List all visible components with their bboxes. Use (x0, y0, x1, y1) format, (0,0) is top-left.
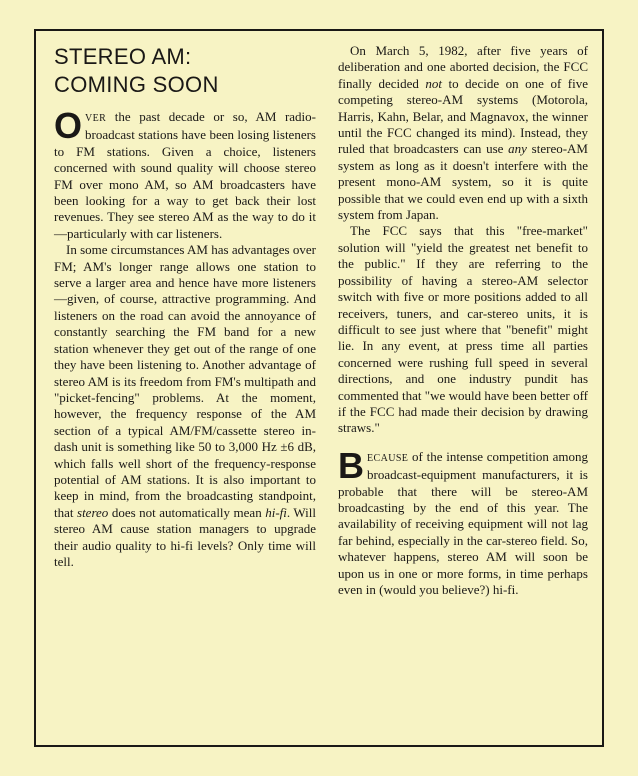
paragraph-3-text-c: stereo-AM system as long as it doesn't interfere with the present mono-AM system, so it is quite possible that we could even end up with a sixth system from Japan. (338, 141, 588, 223)
article-box (34, 29, 604, 747)
paragraph-3-text-b: to decide on one of five competing stereo-AM systems (Motorola, Harris, Kahn, Belar, and Magnavox, the winner until the FCC changed its mind). Instead, they ruled that broadcasters can use (338, 75, 589, 157)
paragraph-4-text: The FCC says that this "free-market" solution will "yield the greatest net benefit to the public." If they are referring to the possibility of having a stereo-AM selector switch with five or more positions added to all receivers, tuners, and car-stereo units, it is difficult to see just where that "benefit" might lie. In any event, at press time all parties concerned were rushing full speed in several directions, and one industry pundit has commented that "we would have been better off if the FCC had made their decision by drawing straws." (338, 223, 588, 436)
emphasis-not: not (425, 75, 443, 91)
paragraph-5-text: of the intense competition among broadcast-equipment manufacturers, it is probable that there will be stereo-AM broadcasting by the end of this year. The availability of receiving equipment will not lag far behind, especially in the car-stereo field. So, whatever happens, stereo AM will soon be upon us in one or more forms, in time perhaps even in (would you believe?) hi-fi. (338, 448, 588, 597)
paragraph-1-text: the past decade or so, AM radio-broadcast stations have been losing listeners to FM stations. Given a choice, listeners concerned with sound quality will choose stereo FM over mono AM, so AM broadcasters have been looking for a way to get back their lost revenues. They see stereo AM as the way to do it—particularly with car listeners. (54, 109, 316, 241)
paragraph-3-text-a: On March 5, 1982, after five years of deliberation and one aborted decision, the FCC finally decided (338, 43, 588, 91)
right-body (338, 43, 588, 598)
lead-in-caps: VER (85, 113, 107, 124)
paragraph-2-text-b: does not automatically mean (108, 504, 266, 520)
drop-cap: O (54, 105, 83, 146)
emphasis-any: any (508, 141, 527, 157)
title-line-2: COMING SOON (54, 72, 219, 97)
emphasis-stereo: stereo (77, 504, 109, 520)
paragraph-1 (54, 105, 316, 242)
article-title (54, 43, 316, 99)
paragraph-2 (54, 242, 316, 570)
section-spacer (338, 437, 588, 449)
left-body (54, 105, 317, 570)
paragraph-3 (338, 43, 588, 223)
lead-in-caps: ECAUSE (367, 452, 409, 464)
drop-cap: B (338, 444, 364, 486)
title-line-1: STEREO AM: (54, 44, 192, 69)
paragraph-5 (338, 444, 588, 599)
paragraph-2-text-a: In some circumstances AM has advantages over FM; AM's longer range allows one station to serve a larger area and hence have more listeners—given, of course, attractive programming. And listeners on the road can avoid the annoyance of constantly searching the FM band for a new station whenever they get out of the range of one they have been listening to. Another advantage of stereo AM is its freedom from FM's multipath and "picket-fencing" problems. At the moment, however, the frequency response of the AM section of a typical AM/FM/cassette stereo in-dash unit is something like 50 to 3,000 Hz ±6 dB, which falls well short of the frequency-response potential of AM stations. It is also important to keep in mind, from the broadcasting standpoint, that (54, 242, 316, 520)
paragraph-2-text-c: . Will stereo AM cause station managers to upgrade their audio quality to hi-fi levels? Only time will tell. (54, 504, 317, 569)
paragraph-4 (338, 223, 588, 436)
emphasis-hifi: hi-fi (265, 504, 287, 520)
